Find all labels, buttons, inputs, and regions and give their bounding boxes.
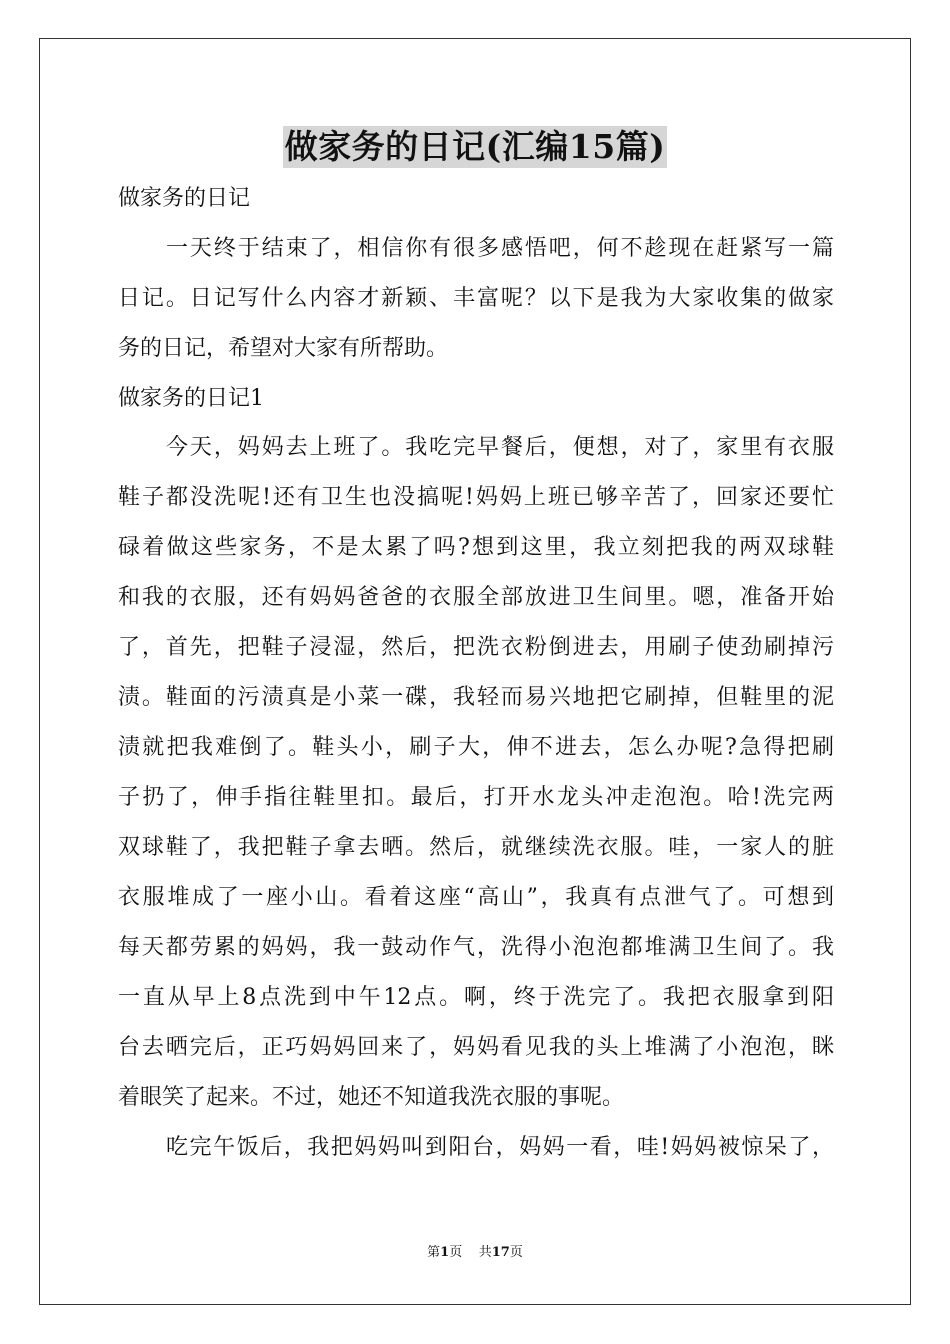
page-footer	[0, 1244, 950, 1262]
document-title: 做家务的日记(汇编15篇)	[284, 127, 666, 166]
footer-page-prefix: 第	[427, 1245, 441, 1260]
body-line: 双球鞋了，我把鞋子拿去晒。然后，就继续洗衣服。哇，一家人的脏	[118, 835, 834, 860]
body-line: 子扔了，伸手指往鞋里扣。最后，打开水龙头冲走泡泡。哈!洗完两	[118, 785, 834, 810]
body-line: 渍就把我难倒了。鞋头小，刷子大，伸不进去，怎么办呢?急得把刷	[118, 735, 834, 760]
footer-page-total: 17	[491, 1245, 510, 1260]
intro-line: 务的日记，希望对大家有所帮助。	[118, 336, 449, 361]
body-line: 渍。鞋面的污渍真是小菜一碟，我轻而易兴地把它刷掉，但鞋里的泥	[118, 685, 834, 710]
intro-line: 日记。日记写什么内容才新颖、丰富呢？以下是我为大家收集的做家	[118, 286, 834, 311]
body-line: 一直从早上8点洗到中午12点。啊，终于洗完了。我把衣服拿到阳	[118, 985, 834, 1010]
title-container	[0, 126, 950, 168]
section-heading: 做家务的日记1	[118, 386, 264, 411]
footer-total-prefix: 共	[478, 1245, 492, 1260]
footer-page-suffix: 页	[449, 1245, 463, 1260]
body-line: 碌着做这些家务，不是太累了吗?想到这里，我立刻把我的两双球鞋	[118, 535, 834, 560]
footer-page-current: 1	[440, 1245, 450, 1260]
page-border	[39, 38, 911, 1305]
body-line: 今天，妈妈去上班了。我吃完早餐后，便想，对了，家里有衣服	[166, 435, 834, 460]
body-line: 衣服堆成了一座小山。看着这座“高山”，我真有点泄气了。可想到	[118, 885, 834, 910]
intro-line: 一天终于结束了，相信你有很多感悟吧，何不趁现在赶紧写一篇	[166, 236, 834, 261]
body-line: 每天都劳累的妈妈，我一鼓动作气，洗得小泡泡都堆满卫生间了。我	[118, 935, 834, 960]
body-line: 了，首先，把鞋子浸湿，然后，把洗衣粉倒进去，用刷子使劲刷掉污	[118, 635, 834, 660]
body-line: 台去晒完后，正巧妈妈回来了，妈妈看见我的头上堆满了小泡泡，眯	[118, 1035, 834, 1060]
footer-total-suffix: 页	[509, 1245, 523, 1260]
body-line: 吃完午饭后，我把妈妈叫到阳台，妈妈一看，哇!妈妈被惊呆了，	[166, 1135, 834, 1160]
document-subtitle: 做家务的日记	[118, 186, 251, 211]
body-line: 着眼笑了起来。不过，她还不知道我洗衣服的事呢。	[118, 1085, 625, 1110]
body-line: 和我的衣服，还有妈妈爸爸的衣服全部放进卫生间里。嗯，准备开始	[118, 585, 834, 610]
body-line: 鞋子都没洗呢!还有卫生也没搞呢!妈妈上班已够辛苦了，回家还要忙	[118, 485, 834, 510]
